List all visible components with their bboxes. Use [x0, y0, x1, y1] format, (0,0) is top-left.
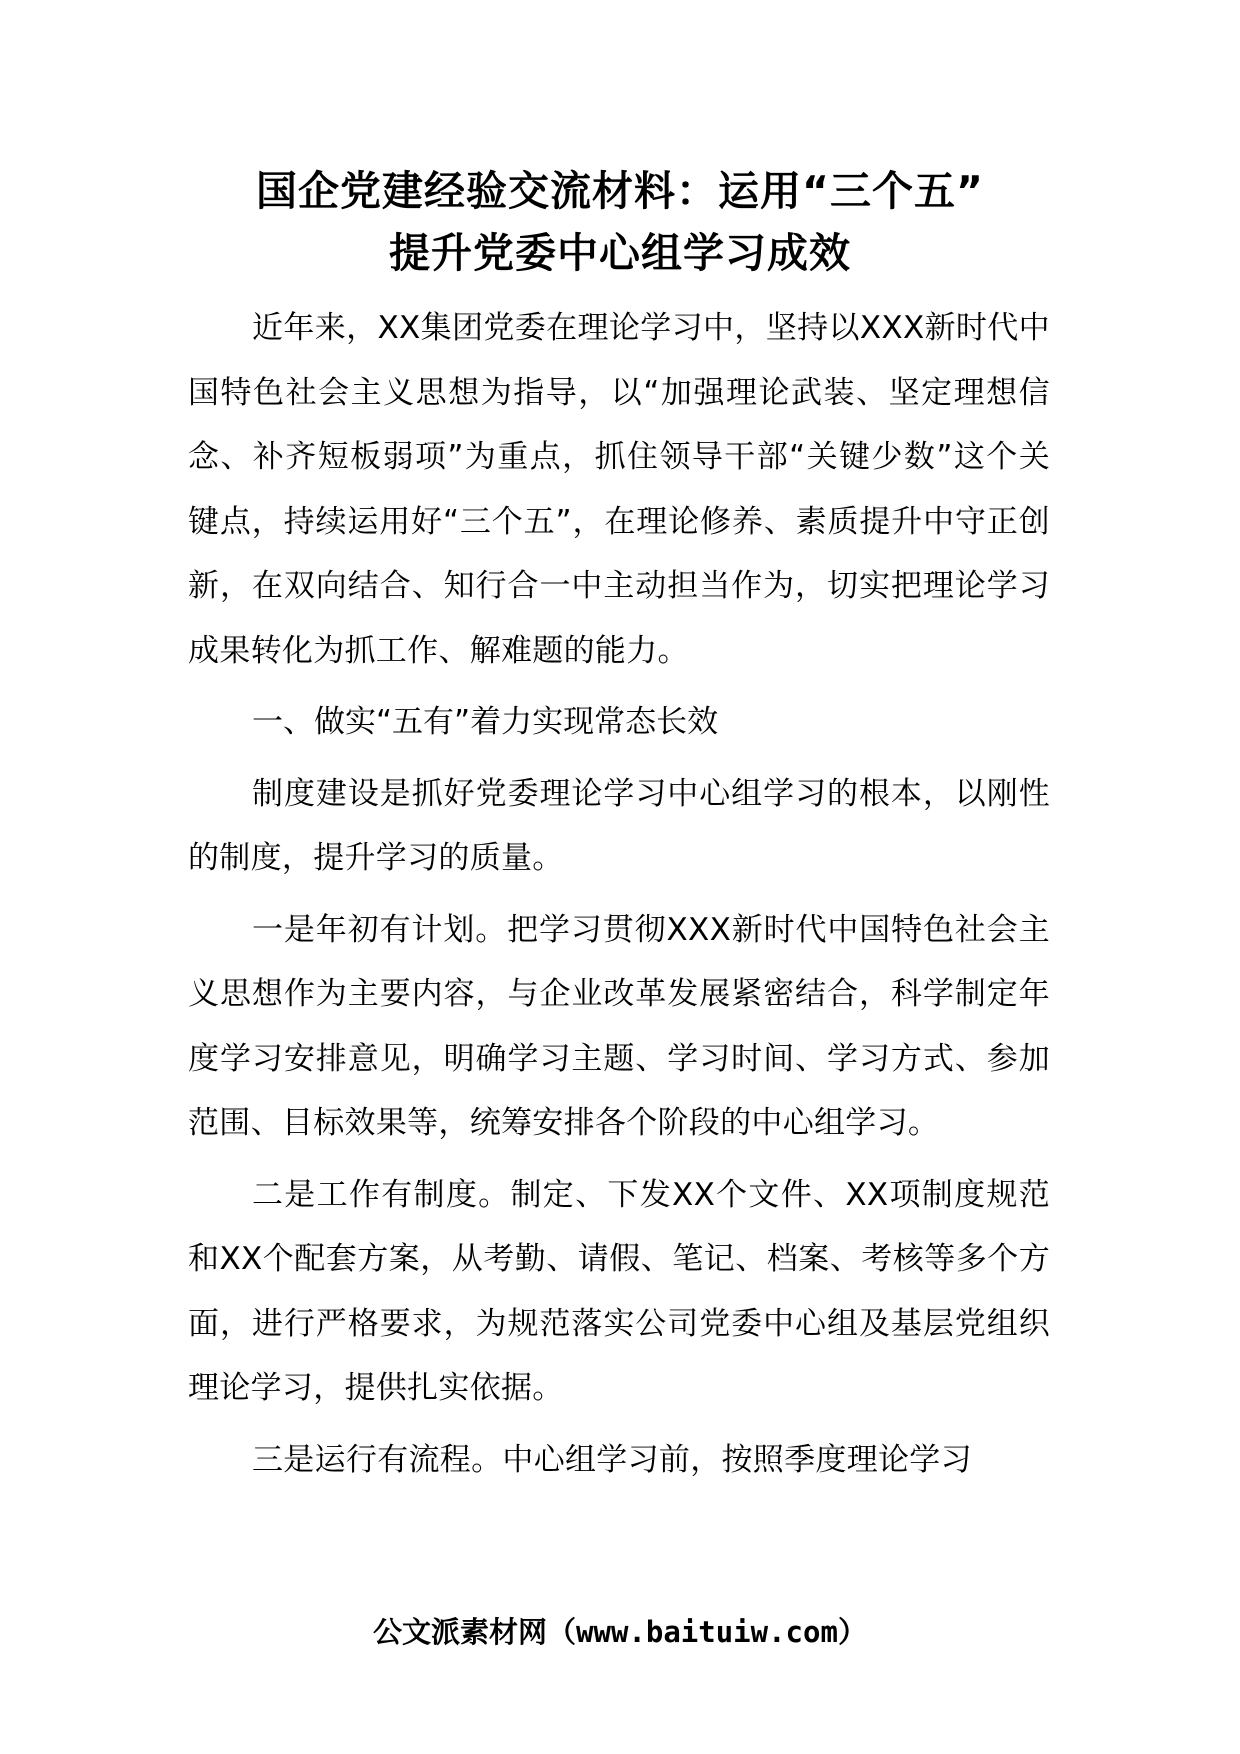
section-intro-paragraph: 制度建设是抓好党委理论学习中心组学习的根本，以刚性的制度，提升学习的质量。 [188, 775, 1050, 876]
point-three-paragraph: 三是运行有流程。中心组学习前，按照季度理论学习 [252, 1441, 972, 1478]
section-heading-1: 一、做实“五有”着力实现常态长效 [252, 704, 719, 740]
intro-paragraph: 近年来，XX集团党委在理论学习中，坚持以XXX新时代中国特色社会主义思想为指导，以“加强理论武装、坚定理想信念、补齐短板弱项”为重点，抓住领导干部“关键少数”这个关键点，持续运用好“三个五”，在理论修养、素质提升中守正创新，在双向结合、知行合一中主动担当作为，切实把理论学习成果转化为抓工作、解难题的能力。 [188, 310, 1050, 669]
point-one-paragraph: 一是年初有计划。把学习贯彻XXX新时代中国特色社会主义思想作为主要内容，与企业改革发展紧密结合，科学制定年度学习安排意见，明确学习主题、学习时间、学习方式、参加范围、目标效果等，统筹安排各个阶段的中心组学习。 [188, 911, 1050, 1141]
document-body [188, 296, 1050, 1499]
footer-site-name: 公文派素材网 [373, 1615, 548, 1649]
title-line-2: 提升党委中心组学习成效 [389, 229, 851, 277]
document-title [150, 160, 1090, 284]
page-footer [150, 1610, 1090, 1654]
title-line-1: 国企党建经验交流材料：运用“三个五” [256, 167, 984, 215]
footer-url: （www.baituiw.com） [547, 1615, 867, 1649]
point-two-paragraph: 二是工作有制度。制定、下发XX个文件、XX项制度规范和XX个配套方案，从考勤、请假、笔记、档案、考核等多个方面，进行严格要求，为规范落实公司党委中心组及基层党组织理论学习，提供扎实依据。 [188, 1176, 1050, 1406]
